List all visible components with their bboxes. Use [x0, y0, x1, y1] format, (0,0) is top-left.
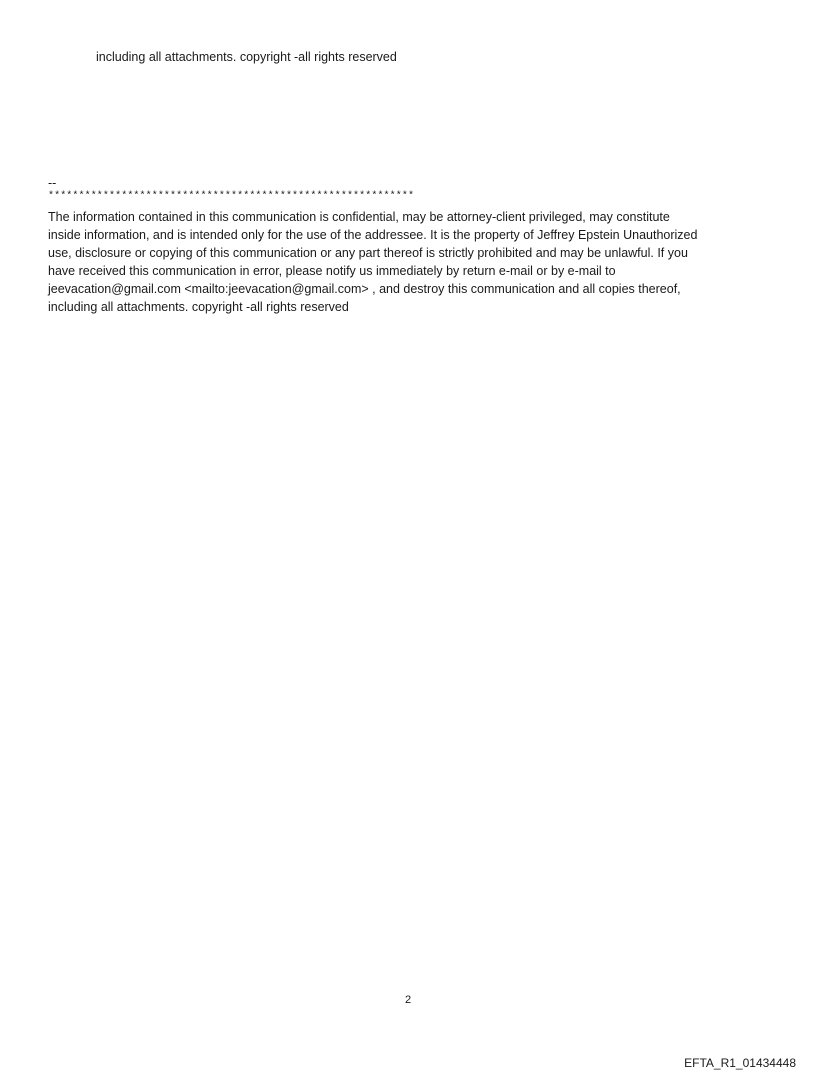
page-number: 2: [404, 994, 412, 1006]
signature-separator: --: [48, 176, 57, 190]
disclaimer-line: including all attachments. copyright -all rights reserved: [48, 300, 349, 314]
disclaimer-line: The information contained in this communication is confidential, may be attorney-client privileged, may constitute: [48, 210, 670, 224]
continued-disclaimer-text: including all attachments. copyright -all rights reserved: [96, 50, 397, 64]
asterisk-divider: ************************************************************: [48, 191, 415, 202]
disclaimer-line: jeevacation@gmail.com <mailto:jeevacation@gmail.com> , and destroy this communication and all copies thereof,: [48, 282, 681, 296]
confidentiality-disclaimer: [48, 208, 778, 316]
disclaimer-line: have received this communication in error, please notify us immediately by return e-mail or by e-mail to: [48, 264, 616, 278]
bates-number: EFTA_R1_01434448: [684, 1056, 796, 1070]
disclaimer-line: inside information, and is intended only for the use of the addressee. It is the property of Jeffrey Epstein Unauthorized: [48, 228, 698, 242]
disclaimer-line: use, disclosure or copying of this communication or any part thereof is strictly prohibited and may be unlawful. If you: [48, 246, 688, 260]
